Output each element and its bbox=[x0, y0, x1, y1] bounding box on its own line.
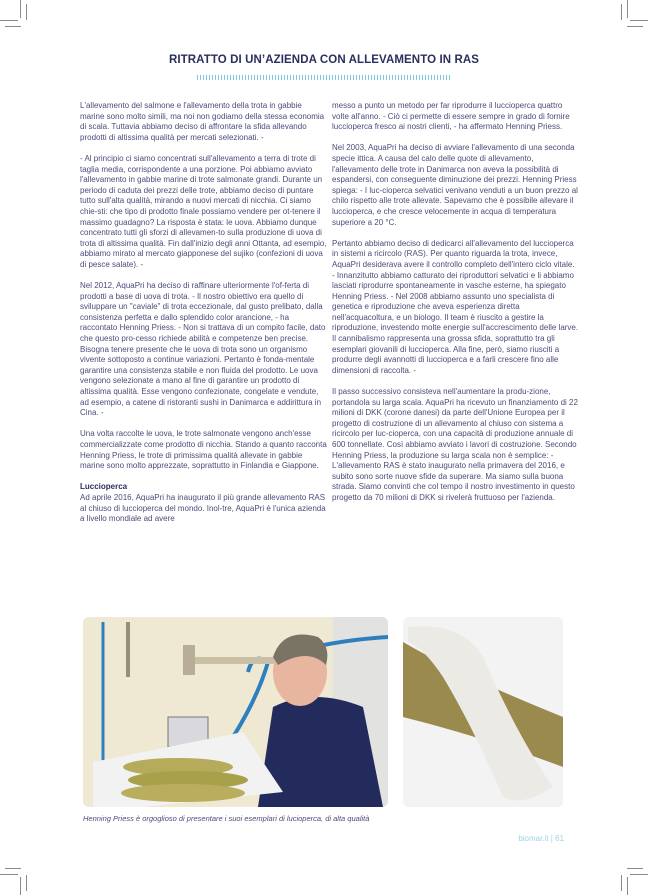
crop-mark bbox=[26, 875, 27, 891]
crop-mark bbox=[627, 868, 643, 869]
crop-mark bbox=[20, 0, 21, 18]
paragraph: - Al principio ci siamo concentrati sull'allevamento a terra di trote di taglia media, corrispondente a una porzione. Poi abbiamo avviato l'allevamento in gabbie marine di trote salmonate grandi. Durante un periodo di caduta dei prezzi delle trote, abbiamo deciso di puntare tutto sull'alta qualità, mirando a nuovi mercati di nicchia. Ci siamo chie-sti: che tipo di prodotto finale possiamo vendere per ot-tenere il massimo guadagno? La risposta è stata: le uova. Abbiamo dunque concentrato tutti gli sforzi di allevamen-to sulla produzione di uova di trota di altissima qualità. Fin dall'inizio degli anni Ottanta, ad esempio, abbiamo mirato al mercato giapponese del sujiko (confezioni di uova di pesce salate). - bbox=[80, 153, 327, 269]
paragraph: messo a punto un metodo per far riprodurre il luccioperca quattro volte all'anno. - Ciò ci permette di essere sempre in grado di fornire luccioperca fresco ai nostri clienti, - ha affermato Henning Priess. bbox=[332, 101, 570, 132]
photo-caption: Henning Priess è orgoglioso di presentare i suoi esemplari di lucioperca, di alta qualità bbox=[83, 814, 370, 823]
title-underline-divider bbox=[197, 75, 452, 80]
paragraph: Una volta raccolte le uova, le trote salmonate vengono anch'esse commercializzate come prodotto di nicchia. Stando a quanto racconta Henning Priess, le trote di primissima qualità allevate in gabbie marine sono molto apprezzate, soprattutto in Finlandia e Giappone. bbox=[80, 429, 327, 471]
footer-separator: | bbox=[550, 834, 553, 843]
crop-mark bbox=[621, 875, 622, 891]
article-column-1 bbox=[80, 101, 327, 535]
subheading: Luccioperca bbox=[80, 482, 128, 492]
crop-mark bbox=[5, 868, 21, 869]
page-number: 61 bbox=[555, 834, 564, 843]
crop-mark bbox=[26, 4, 27, 20]
crop-mark bbox=[630, 20, 648, 21]
article-column-2 bbox=[332, 101, 579, 514]
photo-man-with-fish bbox=[83, 617, 388, 807]
crop-mark bbox=[630, 874, 648, 875]
footer-site: biomar.it bbox=[518, 834, 549, 843]
paragraph: Nel 2012, AquaPri ha deciso di raffinare ulteriormente l'of-ferta di prodotti a base di uova di trota. - Il nostro obiettivo era quello di sviluppare un "caviale" di trota eccezionale, dal gusto prelibato, dalla consistenza perfetta e dallo splendido color arancione, - ha raccontato Henning Priess. - Non si trattava di un compito facile, dato che questo pro-cesso richiede abilità e competenze ben precise. Bisogna tenere presente che le uova di trota sono un organismo vivente sottoposto a continue variazioni. Pertanto è fonda-mentale garantire una consistenza stabile e non fluida del prodotto. Le uova vengono selezionate a mano al fine di garantire un prodotto di altissima qualità. Esse vengono confezionate, congelate e vendute, ad esempio, a catene di ristoranti sushi in Danimarca e addirittura in Cina. - bbox=[80, 281, 326, 418]
crop-mark bbox=[0, 20, 18, 21]
crop-mark bbox=[621, 4, 622, 20]
photo-illustration bbox=[83, 617, 388, 807]
crop-mark bbox=[20, 877, 21, 895]
paragraph: Pertanto abbiamo deciso di dedicarci all'allevamento del luccioperca in sistemi a ricircolo (RAS). Per quanto riguarda la trota, invece, AquaPri desiderava avere il controllo completo dell'intero ciclo vitale. - Innanzitutto abbiamo catturato dei riproduttori selvatici e li abbiamo lasciati riprodurre spontaneamente in vasche esterne, ha spiegato Henning Priess. - Nel 2008 abbiamo assunto uno specialista di genetica e riproduzione che aveva esperienza diretta nell'acquacoltura, e un biologo. Il team è riuscito a gestire la riproduzione, investendo molte energie sull'accrescimento delle larve. Il cannibalismo rappresenta una grossa sfida, soprattutto tra gli esemplari giovanili di luccioperca. Alla fine, però, siamo riusciti a produrre degli avannotti di luccioperca e a farli crescere fino alle dimensioni di raccolta. - bbox=[332, 238, 579, 375]
article-title: RITRATTO DI UN’AZIENDA CON ALLEVAMENTO IN RAS bbox=[168, 54, 480, 66]
crop-mark bbox=[0, 874, 18, 875]
paragraph: Il passo successivo consisteva nell'aumentare la produ-zione, portandola su larga scala. AquaPri ha ricevuto un finanziamento di 22 milioni di DKK (corone danesi) da parte dell'Unione Europea per il progetto di costruzione di un allevamento al chiuso con sistema a ricircolo per luc-cioperca, con una capacità di produzione annuale di 600 tonnellate. Così abbiamo avviato i lavori di costruzione. Secondo Henning Priess, la produzione su larga scala non è semplice: - L'allevamento RAS è stato inaugurato nella primavera del 2016, e subito sono sorte nuove sfide da superare. Ma siamo sulla buona strada. Siamo convinti che col tempo il nostro investimento in questo progetto da 70 milioni di DKK si rivelerà fruttuoso per l'azienda. bbox=[332, 387, 578, 502]
paragraph: Nel 2003, AquaPri ha deciso di avviare l'allevamento di una seconda specie ittica. A causa del calo delle quote di allevamento, l'allevamento delle trote in Danimarca non aveva la possibilità di espandersi, con conseguente diminuzione dei prezzi. Henning Priess spiega: - I luc-cioperca selvatici venivano venduti a un buon prezzo al chilo rispetto alle trote allevate. Sapevamo che è possibile allevare il luccioperca, e che cresce velocemente in acqua di temperatura superiore a 20 °C. bbox=[332, 143, 578, 227]
photo-illustration bbox=[403, 617, 563, 807]
crop-mark bbox=[5, 26, 21, 27]
page-footer bbox=[518, 834, 564, 843]
crop-mark bbox=[627, 26, 643, 27]
paragraph: L'allevamento del salmone e l'allevamento della trota in gabbie marine sono molto simili, ma noi non godiamo della stessa economia di scala. Tuttavia abbiamo deciso di affrontare la sfida allevando prodotti di altissima qualità per mercati selezionati. - bbox=[80, 101, 325, 142]
photo-pikeperch-fillet bbox=[403, 617, 563, 807]
paragraph: Ad aprile 2016, AquaPri ha inaugurato il più grande allevamento RAS al chiuso di luccioperca del mondo. Inol-tre, AquaPri è l'unica azienda a livello mondiale ad avere bbox=[80, 492, 326, 524]
crop-mark bbox=[627, 0, 628, 18]
crop-mark bbox=[627, 877, 628, 895]
